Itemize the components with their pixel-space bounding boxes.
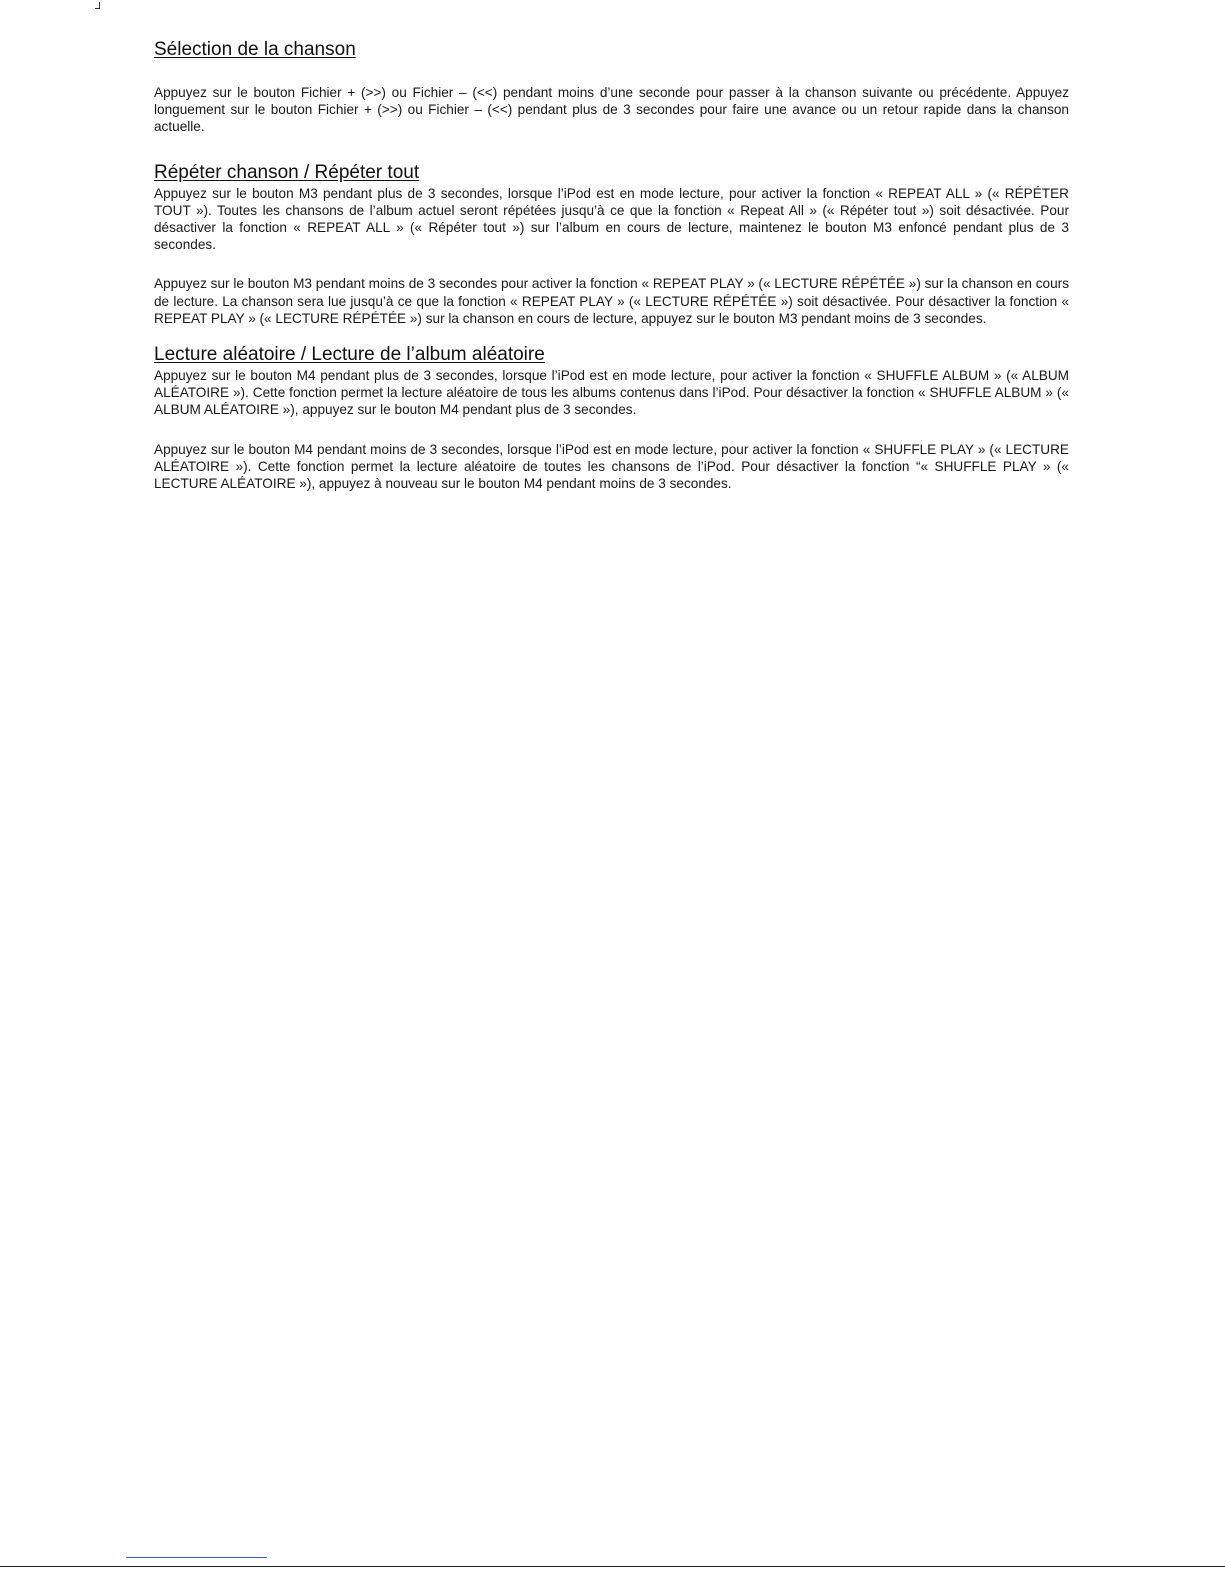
section-heading: Répéter chanson / Répéter tout xyxy=(154,161,420,183)
section-song-selection xyxy=(154,38,1069,136)
footer-divider xyxy=(0,1566,1225,1567)
document-body xyxy=(154,38,1069,492)
section-repeat xyxy=(154,161,1069,327)
paragraph: Appuyez sur le bouton M4 pendant plus de 3 secondes, lorsque l’iPod est en mode lecture, pour activer la fonction « SHUFFLE ALBUM » (« ALBUM ALÉATOIRE »). Cette fonction permet la lecture aléatoire de tous les albums contenus dans l’iPod. Pour désactiver la fonction « SHUFFLE ALBUM » (« ALBUM ALÉATOIRE »), appuyez sur le bouton M4 pendant plus de 3 secondes. xyxy=(154,368,1069,418)
paragraph: Appuyez sur le bouton M4 pendant moins de 3 secondes, lorsque l’iPod est en mode lecture, pour activer la fonction « SHUFFLE PLAY » (« LECTURE ALÉATOIRE »). Cette fonction permet la lecture aléatoire de toutes les chansons de l’iPod. Pour désactiver la fonction “« SHUFFLE PLAY » (« LECTURE ALÉATOIRE »), appuyez à nouveau sur le bouton M4 pendant moins de 3 secondes. xyxy=(154,441,1069,492)
footer-link-line xyxy=(126,1557,267,1558)
section-shuffle xyxy=(154,343,1069,492)
section-heading: Lecture aléatoire / Lecture de l’album aléatoire xyxy=(154,344,545,366)
corner-crop-mark xyxy=(95,2,100,9)
paragraph: Appuyez sur le bouton M3 pendant moins de 3 secondes pour activer la fonction « REPEAT PLAY » (« LECTURE RÉPÉTÉE ») sur la chanson en cours de lecture. La chanson sera lue jusqu’à ce que la fonction « REPEAT PLAY » (« LECTURE RÉPÉTÉE ») soit désactivée. Pour désactiver la fonction « REPEAT PLAY » (« LECTURE RÉPÉTÉE ») sur la chanson en cours de lecture, appuyez sur le bouton M3 pendant moins de 3 secondes. xyxy=(154,276,1069,326)
paragraph: Appuyez sur le bouton Fichier + (>>) ou Fichier – (<<) pendant moins d’une seconde pour passer à la chanson suivante ou précédente. Appuyez longuement sur le bouton Fichier + (>>) ou Fichier – (<<) pendant plus de 3 secondes pour faire une avance ou un retour rapide dans la chanson actuelle. xyxy=(154,85,1069,135)
section-heading: Sélection de la chanson xyxy=(154,39,356,60)
paragraph: Appuyez sur le bouton M3 pendant plus de 3 secondes, lorsque l’iPod est en mode lecture, pour activer la fonction « REPEAT ALL » (« RÉPÉTER TOUT »). Toutes les chansons de l’album actuel seront répétées jusqu’à ce que la fonction « Repeat All » (« Répéter tout ») soit désactivée. Pour désactiver la fonction « REPEAT ALL » (« Répéter tout ») sur l’album en cours de lecture, maintenez le bouton M3 enfoncé pendant plus de 3 secondes. xyxy=(154,185,1069,253)
